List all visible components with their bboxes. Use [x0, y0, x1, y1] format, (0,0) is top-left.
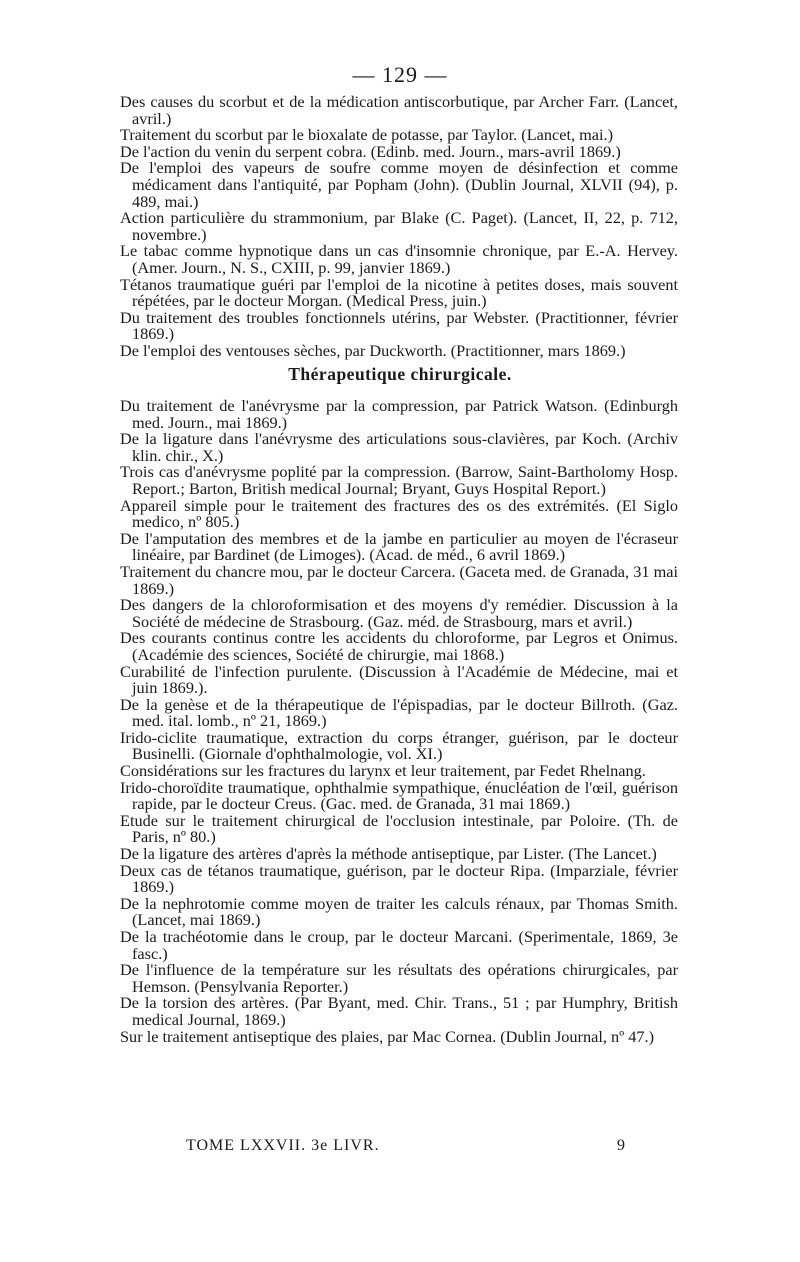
bibliography-entry: De l'influence de la température sur les résultats des opérations chirurgicales, par Hemson. (Pensylvania Reporter.): [120, 960, 678, 996]
bibliography-entry: Trois cas d'anévrysme poplité par la compression. (Barrow, Saint-Bartholomy Hosp. Report.; Barton, British medical Journal; Bryant, Guys Hospital Report.): [120, 462, 678, 498]
bibliography-entry: Action particulière du strammonium, par Blake (C. Paget). (Lancet, II, 22, p. 712, novembre.): [120, 208, 678, 244]
sheet-number: 9: [617, 1137, 626, 1154]
bibliography-entry: Irido-choroïdite traumatique, ophthalmie sympathique, énucléation de l'œil, guérison rapide, par le docteur Creus. (Gac. med. de Granada, 31 mai 1869.): [120, 777, 678, 814]
bibliography-entry: Des causes du scorbut et de la médication antiscorbutique, par Archer Farr. (Lancet, avril.): [120, 92, 678, 128]
bibliography-entry: De la trachéotomie dans le croup, par le docteur Marcani. (Sperimentale, 1869, 3e fasc.): [120, 927, 678, 963]
section-heading: Thérapeutique chirurgicale.: [288, 364, 512, 384]
bibliography-list-therapeutique-medicale: [120, 94, 678, 360]
bibliography-entry: Appareil simple pour le traitement des fractures des os des extrémités. (El Siglo medico, nº 805.): [120, 495, 678, 532]
bibliography-entry: Traitement du scorbut par le bioxalate de potasse, par Taylor. (Lancet, mai.): [120, 125, 614, 145]
bibliography-entry: Du traitement de l'anévrysme par la compression, par Patrick Watson. (Edinburgh med. Journ., mai 1869.): [120, 396, 678, 432]
bibliography-entry: De l'emploi des vapeurs de soufre comme moyen de désinfection et comme médicament dans l'antiquité, par Popham (John). (Dublin Journal, XLVII (94), p. 489, mai.): [120, 158, 678, 211]
bibliography-entry: De la ligature dans l'anévrysme des articulations sous-clavières, par Koch. (Archiv klin. chir., X.): [120, 429, 678, 465]
bibliography-entry: Considérations sur les fractures du larynx et leur traitement, par Fedet Rhelnang.: [120, 761, 646, 781]
page-number: — 129 —: [352, 62, 448, 87]
bibliography-entry: Des courants continus contre les accidents du chloroforme, par Legros et Onimus. (Académie des sciences, Société de chirurgie, mai 1868.): [120, 628, 678, 664]
bibliography-entry: De la torsion des artères. (Par Byant, med. Chir. Trans., 51 ; par Humphry, British medical Journal, 1869.): [120, 993, 678, 1029]
bibliography-entry: De l'emploi des ventouses sèches, par Duckworth. (Practitionner, mars 1869.): [120, 340, 626, 360]
bibliography-entry: Des dangers de la chloroformisation et des moyens d'y remédier. Discussion à la Société de médecine de Strasbourg. (Gaz. méd. de Strasbourg, mars et avril.): [120, 595, 678, 631]
bibliography-entry: De l'amputation des membres et de la jambe en particulier au moyen de l'écraseur linéaire, par Bardinet (de Limoges). (Acad. de méd., 6 avril 1869.): [120, 528, 678, 565]
volume-signature: TOME LXXVII. 3e LIVR.: [186, 1137, 380, 1154]
bibliography-entry: De l'action du venin du serpent cobra. (Edinb. med. Journ., mars-avril 1869.): [120, 141, 621, 161]
bibliography-list-therapeutique-chirurgicale: [120, 398, 678, 1045]
bibliography-entry: Du traitement des troubles fonctionnels utérins, par Webster. (Practitionner, février 1869.): [120, 307, 678, 344]
bibliography-entry: Tétanos traumatique guéri par l'emploi de la nicotine à petites doses, mais souvent répétées, par le docteur Morgan. (Medical Press, juin.): [120, 274, 678, 311]
bibliography-entry: Deux cas de tétanos traumatique, guérison, par le docteur Ripa. (Imparziale, février 1869.): [120, 860, 678, 897]
bibliography-entry: Curabilité de l'infection purulente. (Discussion à l'Académie de Médecine, mai et juin 1869.).: [120, 661, 678, 698]
bibliography-entry: Etude sur le traitement chirurgical de l'occlusion intestinale, par Poloire. (Th. de Paris, nº 80.): [120, 810, 678, 847]
bibliography-entry: De la nephrotomie comme moyen de traiter les calculs rénaux, par Thomas Smith. (Lancet, mai 1869.): [120, 893, 678, 930]
bibliography-entry: De la genèse et de la thérapeutique de l'épispadias, par le docteur Billroth. (Gaz. med. ital. lomb., nº 21, 1869.): [120, 694, 678, 731]
bibliography-entry: De la ligature des artères d'après la méthode antiseptique, par Lister. (The Lancet.): [120, 844, 657, 864]
bibliography-entry: Traitement du chancre mou, par le docteur Carcera. (Gaceta med. de Granada, 31 mai 1869.): [120, 561, 678, 598]
bibliography-entry: Le tabac comme hypnotique dans un cas d'insomnie chronique, par E.-A. Hervey. (Amer. Journ., N. S., CXIII, p. 99, janvier 1869.): [120, 241, 678, 277]
bibliography-entry: Irido-ciclite traumatique, extraction du corps étranger, guérison, par le docteur Businelli. (Giornale d'ophthalmologie, vol. XI.): [120, 727, 678, 764]
bibliography-entry: Sur le traitement antiseptique des plaies, par Mac Cornea. (Dublin Journal, nº 47.): [120, 1026, 655, 1046]
